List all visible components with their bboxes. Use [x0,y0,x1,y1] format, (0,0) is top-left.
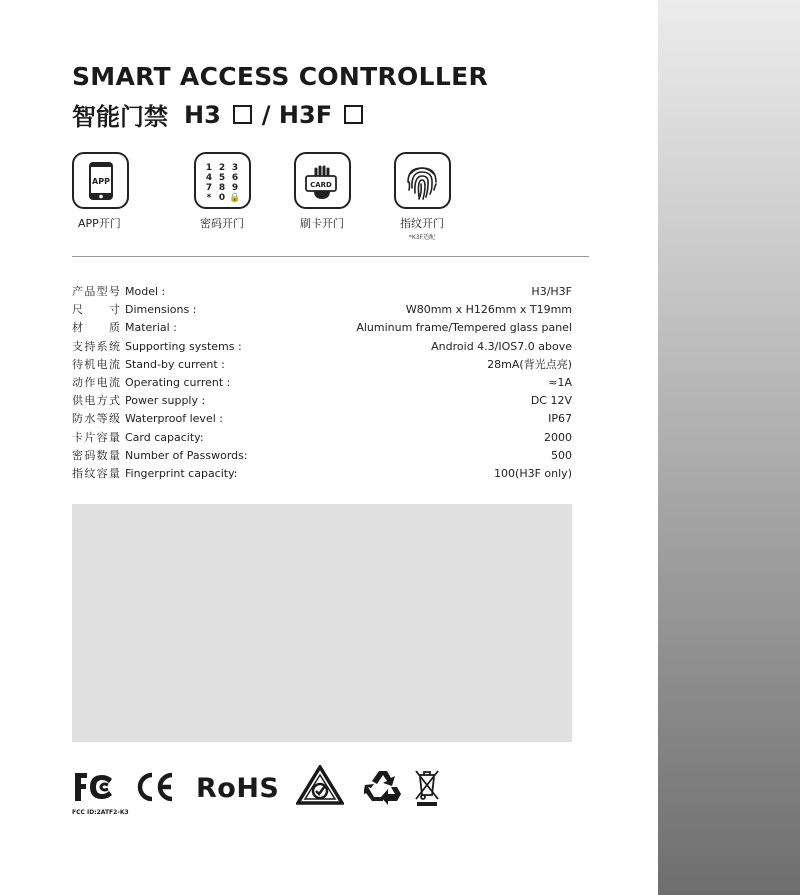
keypad-key: 1 [205,162,213,173]
model-b: / H3F [261,100,333,129]
card-swipe-icon [294,152,351,209]
spec-value: Android 4.3/IOS7.0 above [431,339,572,353]
spec-row [72,429,572,447]
fingerprint-icon [394,152,451,209]
keypad-key: 4 [205,172,213,183]
spec-label-en: Fingerprint capacity: [125,466,238,480]
spec-value: Aluminum frame/Tempered glass panel [356,321,572,335]
spec-row [72,301,572,319]
rohs-logo: RoHS [196,773,280,804]
recycle-icon [364,767,402,809]
spec-row [72,447,572,465]
spec-value: 2000 [544,430,572,444]
rcm-logo [296,765,344,809]
spec-row [72,465,572,483]
spec-label-en: Supporting systems : [125,339,242,353]
spec-label-en: Material : [125,321,177,335]
feature-label: 刷卡开门 [300,217,344,230]
spec-label-cn: 尺 寸 [72,303,120,317]
feature-icons-row [72,152,472,241]
spec-label-cn: 指 纹 容 量 [72,466,120,480]
spec-label-en: Dimensions : [125,303,197,317]
keypad-key: 5 [218,172,226,183]
spec-label-en: Model : [125,285,166,298]
keypad-key: 8 [218,182,226,193]
spec-table [72,283,572,483]
fcc-id-text: FCC ID:2ATF2-K3 [72,809,129,816]
feature-fingerprint [372,152,472,241]
spec-value: 500 [551,448,572,462]
spec-row [72,374,572,392]
keypad-key: 7 [205,182,213,193]
spec-label-en: Number of Passwords: [125,448,248,462]
ce-logo [134,771,176,807]
spec-label-en: Power supply : [125,394,206,408]
spec-value: W80mm x H126mm x T19mm [405,303,572,317]
side-gradient-strip [658,0,800,895]
checkbox-icon [344,105,363,124]
feature-label: 密码开门 [200,217,244,230]
fcc-logo [72,771,129,816]
spec-label-cn: 材 质 [72,321,120,335]
spec-value: 100(H3F only) [494,466,572,480]
title-chinese [72,97,367,132]
keypad-icon [194,152,251,209]
weee-bin-icon [414,767,440,811]
feature-card [272,152,372,241]
spec-label-en: Waterproof level : [125,412,223,426]
section-divider [72,256,589,257]
spec-value: ≈1A [548,375,572,389]
smartphone-app-icon [72,152,129,209]
spec-label-cn: 卡 片 容 量 [72,430,120,444]
keypad-key: 🔒 [229,192,241,203]
spec-label-cn: 待 机 电 流 [72,357,120,371]
spec-row [72,283,572,301]
model-a: H3 [184,100,221,129]
spec-label-en: Card capacity: [125,430,204,444]
spec-row [72,410,572,428]
product-photo-placeholder [72,504,572,742]
spec-value: IP67 [548,412,572,426]
spec-label-cn: 防 水 等 级 [72,412,120,426]
spec-label-cn: 供 电 方 式 [72,394,120,408]
spec-row [72,356,572,374]
spec-value: H3/H3F [531,285,572,298]
spec-value: 28mA(背光点亮) [487,357,572,371]
title-english: SMART ACCESS CONTROLLER [72,62,488,91]
spec-label-en: Operating current : [125,375,231,389]
feature-note: *K3F适配 [408,234,436,241]
spec-label-en: Stand-by current : [125,357,225,371]
keypad-key: 6 [231,172,239,183]
spec-label-cn: 支 持 系 统 [72,339,120,353]
spec-row [72,319,572,337]
keypad-key: * [206,192,212,203]
keypad-key: 9 [231,182,239,193]
feature-label: 指纹开门 [400,217,444,230]
app-icon-text: APP [91,176,110,186]
feature-label: APP开门 [78,217,121,230]
checkbox-icon [233,105,252,124]
title-cn-prefix: 智能门禁 [72,103,168,131]
feature-app [72,152,172,241]
keypad-key: 3 [231,162,239,173]
spec-label-cn: 动 作 电 流 [72,375,120,389]
feature-password [172,152,272,241]
spec-row [72,338,572,356]
spec-value: DC 12V [530,394,572,408]
spec-row [72,392,572,410]
spec-label-cn: 产 品 型 号 [72,285,120,298]
keypad-key: 0 [218,192,226,203]
card-icon-text: CARD [310,180,332,189]
spec-label-cn: 密 码 数 量 [72,448,120,462]
keypad-key: 2 [218,162,226,173]
